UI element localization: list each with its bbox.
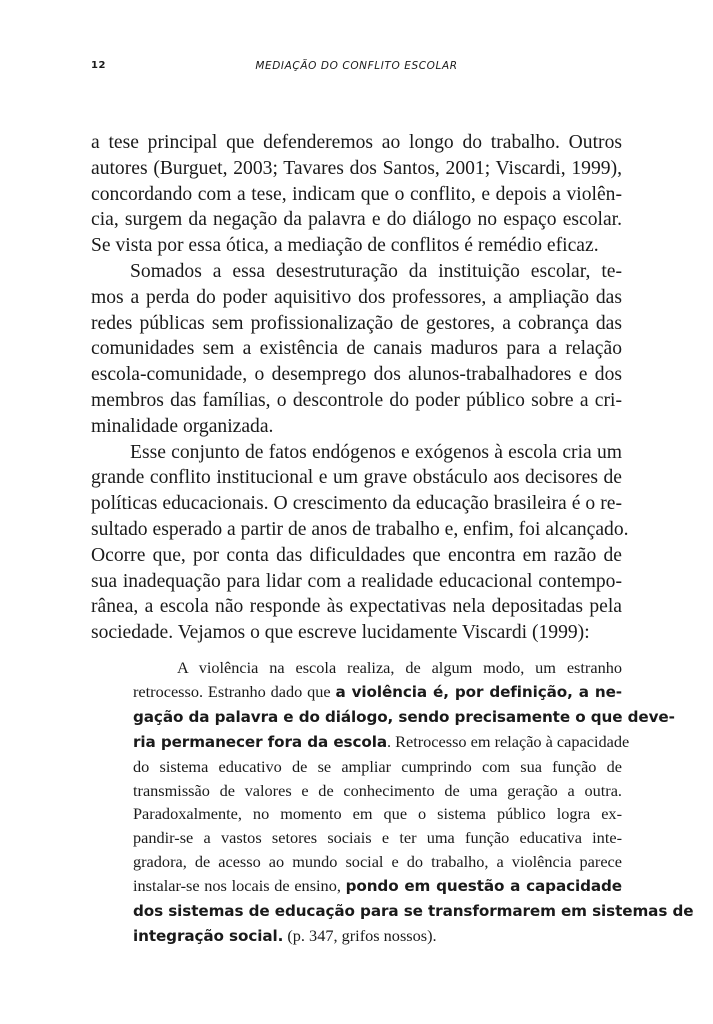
quote-emphasis: a violência é, por definição, a ne- xyxy=(335,682,622,701)
text-line: cia, surgem da negação da palavra e do diálogo no espaço escolar. xyxy=(91,209,622,231)
text-line: autores (Burguet, 2003; Tavares dos Santos, 2001; Viscardi, 1999), xyxy=(91,157,622,179)
text-line: mos a perda do poder aquisitivo dos professores, a ampliação das xyxy=(91,286,622,308)
quote-emphasis: ria permanecer fora da escola xyxy=(133,732,387,751)
text-line: redes públicas sem profissionalização de gestores, a cobrança das xyxy=(91,312,622,334)
text-line: Esse conjunto de fatos endógenos e exógenos à escola cria um xyxy=(130,441,622,463)
quote-line xyxy=(133,924,622,949)
quote-emphasis: dos sistemas de educação para se transformarem em sistemas de xyxy=(133,902,694,921)
quote-line: A violência na escola realiza, de algum modo, um estranho xyxy=(177,658,622,677)
quote-emphasis: gação da palavra e do diálogo, sendo precisamente o que deve- xyxy=(133,707,675,726)
text-line: membros das famílias, o descontrole do poder público sobre a cri- xyxy=(91,389,622,411)
text-line: concordando com a tese, indicam que o conflito, e depois a violên- xyxy=(91,183,622,205)
quote-line xyxy=(133,705,675,730)
text-line: Ocorre que, por conta das dificuldades que encontra em razão de xyxy=(91,544,622,566)
text-line: grande conflito institucional e um grave obstáculo aos decisores de xyxy=(91,467,622,489)
block-quote xyxy=(133,656,694,949)
text-line: sua inadequação para lidar com a realidade educacional contempo- xyxy=(91,570,622,592)
text-line: sociedade. Vejamos o que escreve lucidamente Viscardi (1999): xyxy=(91,622,590,644)
quote-line: gradora, de acesso ao mundo social e do trabalho, a violência parece xyxy=(133,852,622,872)
text-line: rânea, a escola não responde às expectativas nela depositadas pela xyxy=(91,596,622,618)
paragraph-1 xyxy=(91,130,622,259)
text-line: minalidade organizada. xyxy=(91,415,274,437)
paragraph-2 xyxy=(91,259,622,440)
text-line: Se vista por essa ótica, a mediação de conflitos é remédio eficaz. xyxy=(91,235,599,257)
quote-emphasis: integração social. xyxy=(133,926,284,945)
text-line: a tese principal que defenderemos ao longo do trabalho. Outros xyxy=(91,132,622,153)
text-line: políticas educacionais. O crescimento da educação brasileira é o re- xyxy=(91,493,622,515)
quote-text: . Retrocesso em relação à capacidade xyxy=(386,731,630,751)
body-text xyxy=(91,130,629,646)
quote-line xyxy=(133,874,622,899)
quote-line: Paradoxalmente, no momento em que o sistema público logra ex- xyxy=(133,804,622,824)
quote-line: pandir-se a vastos setores sociais e ter uma função educativa inte- xyxy=(133,828,622,848)
text-line: sultado esperado a partir de anos de trabalho e, enfim, foi alcançado. xyxy=(91,518,629,540)
quote-line xyxy=(133,680,622,705)
quote-line xyxy=(133,899,694,924)
quote-line: transmissão de valores e de conhecimento de uma geração a outra. xyxy=(133,780,622,800)
quote-citation: (p. 347, grifos nossos). xyxy=(283,925,437,945)
quote-line xyxy=(133,730,630,755)
quote-text: retrocesso. Estranho dado que xyxy=(133,681,336,701)
text-line: escola-comunidade, o desemprego dos alunos-trabalhadores e dos xyxy=(91,364,622,386)
running-head: MEDIAÇÃO DO CONFLITO ESCOLAR xyxy=(255,60,458,72)
page-number: 12 xyxy=(91,60,106,71)
paragraph-3 xyxy=(91,440,629,646)
text-line: comunidades sem a existência de canais maduros para a relação xyxy=(91,338,622,360)
quote-line: do sistema educativo de se ampliar cumprindo com sua função de xyxy=(133,756,622,776)
text-line: Somados a essa desestruturação da instituição escolar, te- xyxy=(130,260,622,282)
quote-emphasis: pondo em questão a capacidade xyxy=(345,877,622,896)
quote-text: instalar-se nos locais de ensino, xyxy=(133,876,346,896)
